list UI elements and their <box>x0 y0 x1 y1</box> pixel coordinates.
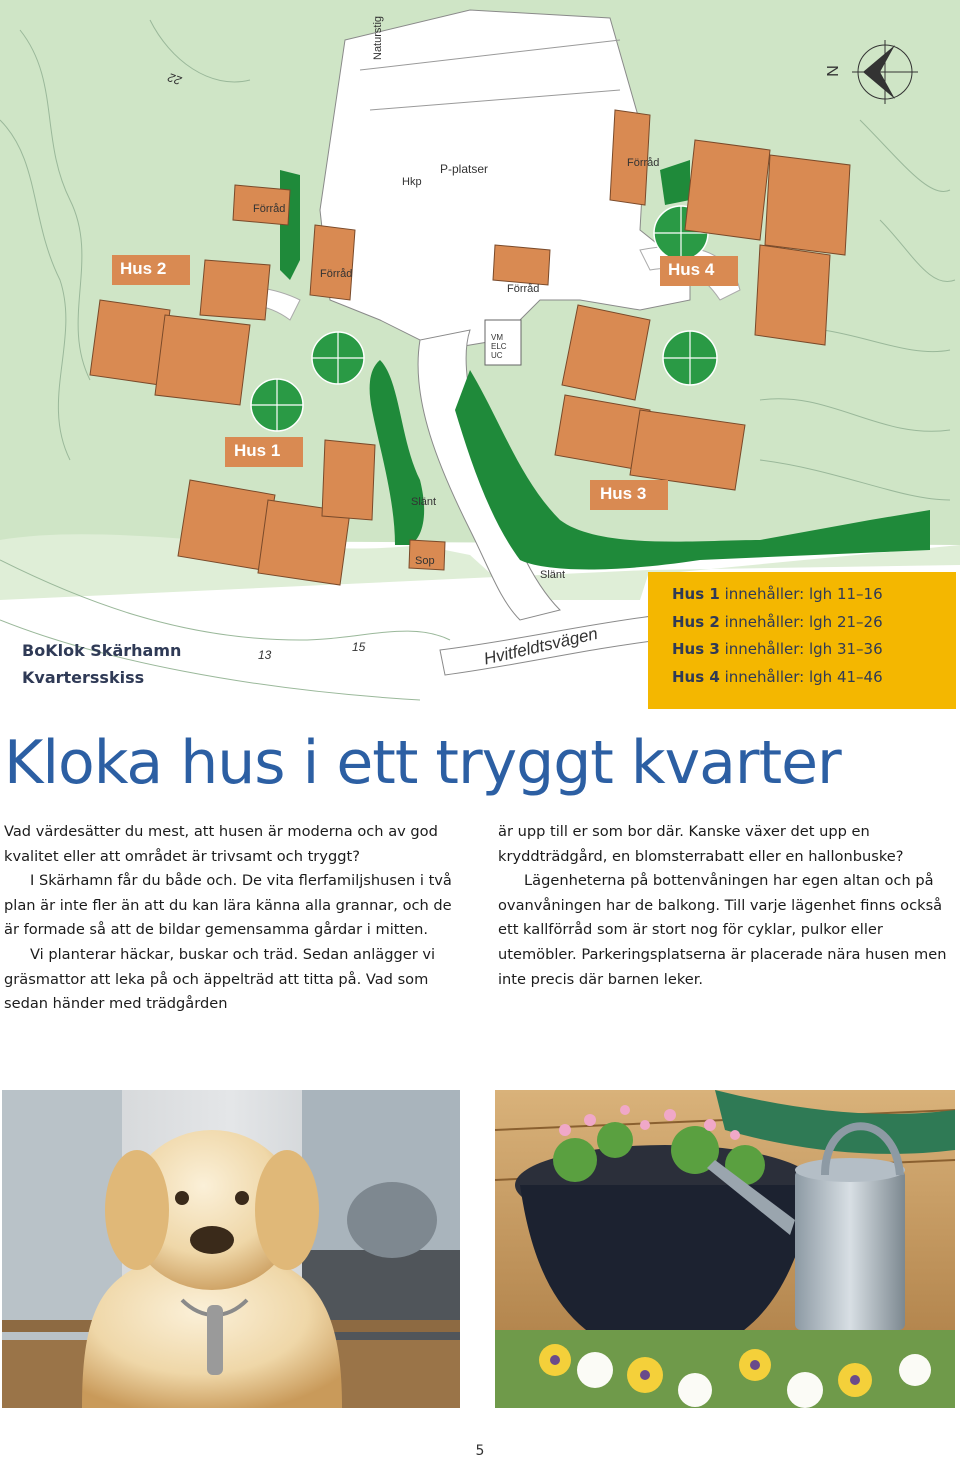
body-paragraph: Lägenheterna på bottenvåningen har egen altan och på ovanvåningen har de balkong. Till varje lägenhet finns också ett kallförråd som är stort nog för cyklar, pulkor eller utemöbler. Parkeringsplatserna är placerade nära husen men inte precis där barnen leker. <box>498 872 947 988</box>
body-column-right <box>498 820 953 992</box>
body-paragraph: Vad värdesätter du mest, att husen är moderna och av god kvalitet eller att området är trivsamt och tryggt? <box>4 823 438 865</box>
slope-label-2: Slänt <box>540 569 566 581</box>
headline: Kloka hus i ett tryggt kvarter <box>4 728 841 798</box>
house-info-box <box>648 572 956 709</box>
storage-label-2: Förråd <box>320 268 353 280</box>
uc-label: UC <box>491 351 503 360</box>
house-1-label: Hus 1 <box>234 441 281 460</box>
plan-title <box>22 637 181 691</box>
plan-title-line2: Kvartersskiss <box>22 668 145 687</box>
contour-13: 13 <box>258 648 272 662</box>
page-number: 5 <box>475 1443 485 1459</box>
vm-label: VM <box>491 333 503 342</box>
info-row-1: Hus 1 innehåller: lgh 11–16 <box>672 585 883 603</box>
body-column-left <box>4 820 456 1017</box>
waste-label: Sop <box>415 555 435 567</box>
hkp-label: Hkp <box>402 176 422 188</box>
nature-trail-label: Naturstig <box>372 15 384 60</box>
house-2-label: Hus 2 <box>120 259 167 278</box>
north-label: N <box>824 65 842 77</box>
body-paragraph: Vi planterar häckar, buskar och träd. Sedan anlägger vi gräsmattor att leka på och äppelträd att titta på. Vad som sedan händer med trädgården <box>4 945 436 1013</box>
contour-15: 15 <box>352 640 366 654</box>
house-3-label: Hus 3 <box>600 484 647 503</box>
elc-label: ELC <box>491 342 507 351</box>
puppy-photo <box>2 1090 460 1408</box>
plan-title-line1: BoKlok Skärhamn <box>22 641 182 660</box>
flower-pot-photo <box>495 1090 955 1408</box>
body-paragraph: är upp till er som bor där. Kanske växer det upp en kryddträdgård, en blomsterrabatt eller en hallonbuske? <box>498 823 904 865</box>
storage-label-1: Förråd <box>253 203 286 215</box>
body-paragraph: I Skärhamn får du både och. De vita flerfamiljshusen i två plan är inte fler än att du kan lära känna alla grannar, och de är formade så att de bildar gemensamma gårdar i mitten. <box>4 872 452 939</box>
contour-22: 22 <box>166 70 184 88</box>
info-row-3: Hus 3 innehåller: lgh 31–36 <box>672 640 883 658</box>
parking-label: P-platser <box>440 162 489 176</box>
storage-label-4: Förråd <box>627 157 660 169</box>
house-4-label: Hus 4 <box>668 260 715 279</box>
info-row-2: Hus 2 innehåller: lgh 21–26 <box>672 613 883 631</box>
slope-label-1: Slänt <box>411 496 437 508</box>
info-row-4: Hus 4 innehåller: lgh 41–46 <box>672 668 883 686</box>
road-name-label: Hvitfeldtsvägen <box>482 623 600 669</box>
storage-label-3: Förråd <box>507 283 540 295</box>
